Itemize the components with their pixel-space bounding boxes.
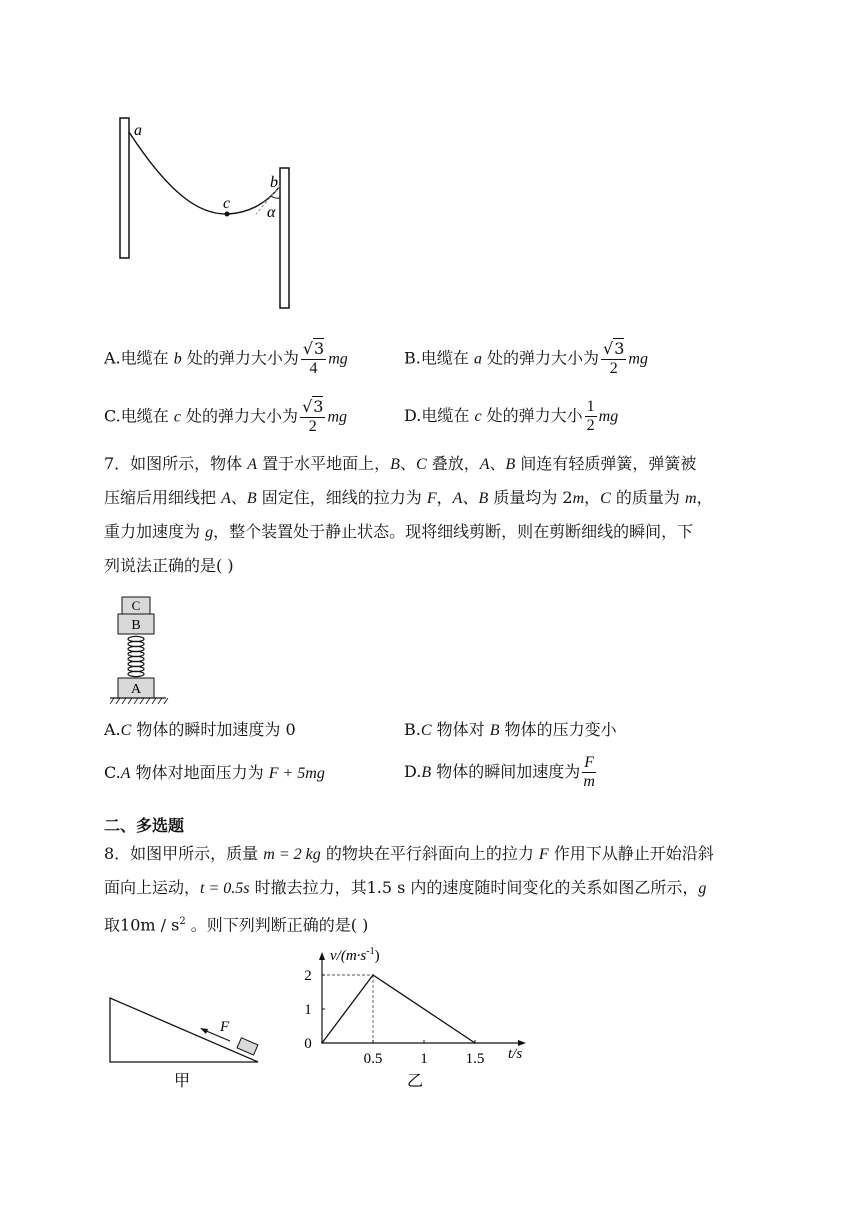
label-c: c [223, 195, 231, 212]
block-a-label: A [130, 682, 142, 697]
vt-chart [300, 940, 540, 1100]
block-on-incline [237, 1038, 258, 1055]
caption-jia: 甲 [173, 1073, 191, 1090]
force-label: F [220, 1019, 230, 1035]
q6-option-a: A.电缆在 b 处的弹力大小为 $\frac{√3}{4}$ mg [104, 339, 348, 377]
data-point [321, 1042, 323, 1044]
velocity-line [322, 975, 475, 1043]
q7-option-a: A.C 物体的瞬时加速度为 0 [104, 720, 296, 739]
q6-option-b: B.电缆在 a 处的弹力大小为 $\frac{√3}{2}$ mg [404, 339, 648, 377]
cable-figure [100, 110, 320, 320]
q7-line-2: 压缩后用细线把 A、B 固定住，细线的拉力为 F，A、B 质量均为 2m，C 的质量为 m， [104, 488, 713, 507]
x-tick-label: 1 [420, 1051, 428, 1067]
q7-line-3: 重力加速度为 g，整个装置处于静止状态。现将细线剪断，则在剪断细线的瞬间，下 [104, 522, 694, 541]
q8-line-1: 8．如图甲所示，质量 m = 2 kg 的物块在平行斜面向上的拉力 F 作用下从静止开始沿斜 [104, 844, 714, 863]
section-heading: 二、多选题 [104, 816, 185, 835]
q7-option-d: D.B 物体的瞬间加速度为 $\frac{F}{m}$ [404, 754, 595, 790]
q7-option-b: B.C 物体对 B 物体的压力变小 [404, 720, 617, 739]
label-a: a [134, 122, 142, 139]
y-axis-label: $v/(m\cdot s^{-1})$ [330, 946, 380, 964]
y-tick-label: 0 [304, 1036, 312, 1052]
label-alpha: α [267, 204, 276, 221]
ground-hatch [110, 698, 168, 704]
y-tick-label: 1 [304, 1002, 312, 1018]
cable-curve [129, 132, 280, 214]
y-tick-label: 2 [304, 968, 312, 984]
q6-option-c: C.电缆在 c 处的弹力大小为 $\frac{√3}{2}$ mg [104, 397, 348, 435]
left-pole [120, 118, 129, 258]
x-axis-label: t/s [508, 1046, 523, 1062]
label-b: b [270, 174, 278, 191]
q6-option-d: D.电缆在 c 处的弹力大小 $\frac{1}{2}$ mg [404, 398, 619, 434]
incline-triangle [110, 998, 258, 1062]
x-tick-label: 1.5 [465, 1051, 485, 1067]
data-point [372, 974, 374, 976]
spring [128, 636, 144, 676]
point-c [225, 212, 230, 217]
block-c-label: C [131, 598, 141, 613]
caption-yi: 乙 [406, 1073, 424, 1090]
right-pole [280, 168, 289, 308]
data-point [474, 1042, 476, 1044]
block-b-label: B [131, 618, 141, 633]
spring-blocks-figure [110, 594, 180, 706]
q7-option-c: C.A 物体对地面压力为 F + 5mg [104, 763, 325, 782]
q8-line-3: 取$10m / s^2$ 。则下列判断正确的是( ) [104, 915, 369, 935]
q8-line-2: 面向上运动，t = 0.5s 时撤去拉力，其1.5 s 内的速度随时间变化的关系如图乙所示，g [104, 878, 707, 897]
angle-arc [271, 196, 280, 198]
incline-figure [100, 990, 270, 1090]
y-axis-arrow [319, 952, 325, 960]
force-arrowhead [200, 1028, 208, 1034]
q7-line-1: 7．如图所示，物体 A 置于水平地面上，B、C 叠放，A、B 间连有轻质弹簧，弹簧被 [104, 454, 697, 473]
x-tick-label: 0.5 [363, 1051, 383, 1067]
q7-line-4: 列说法正确的是( ) [104, 556, 234, 575]
